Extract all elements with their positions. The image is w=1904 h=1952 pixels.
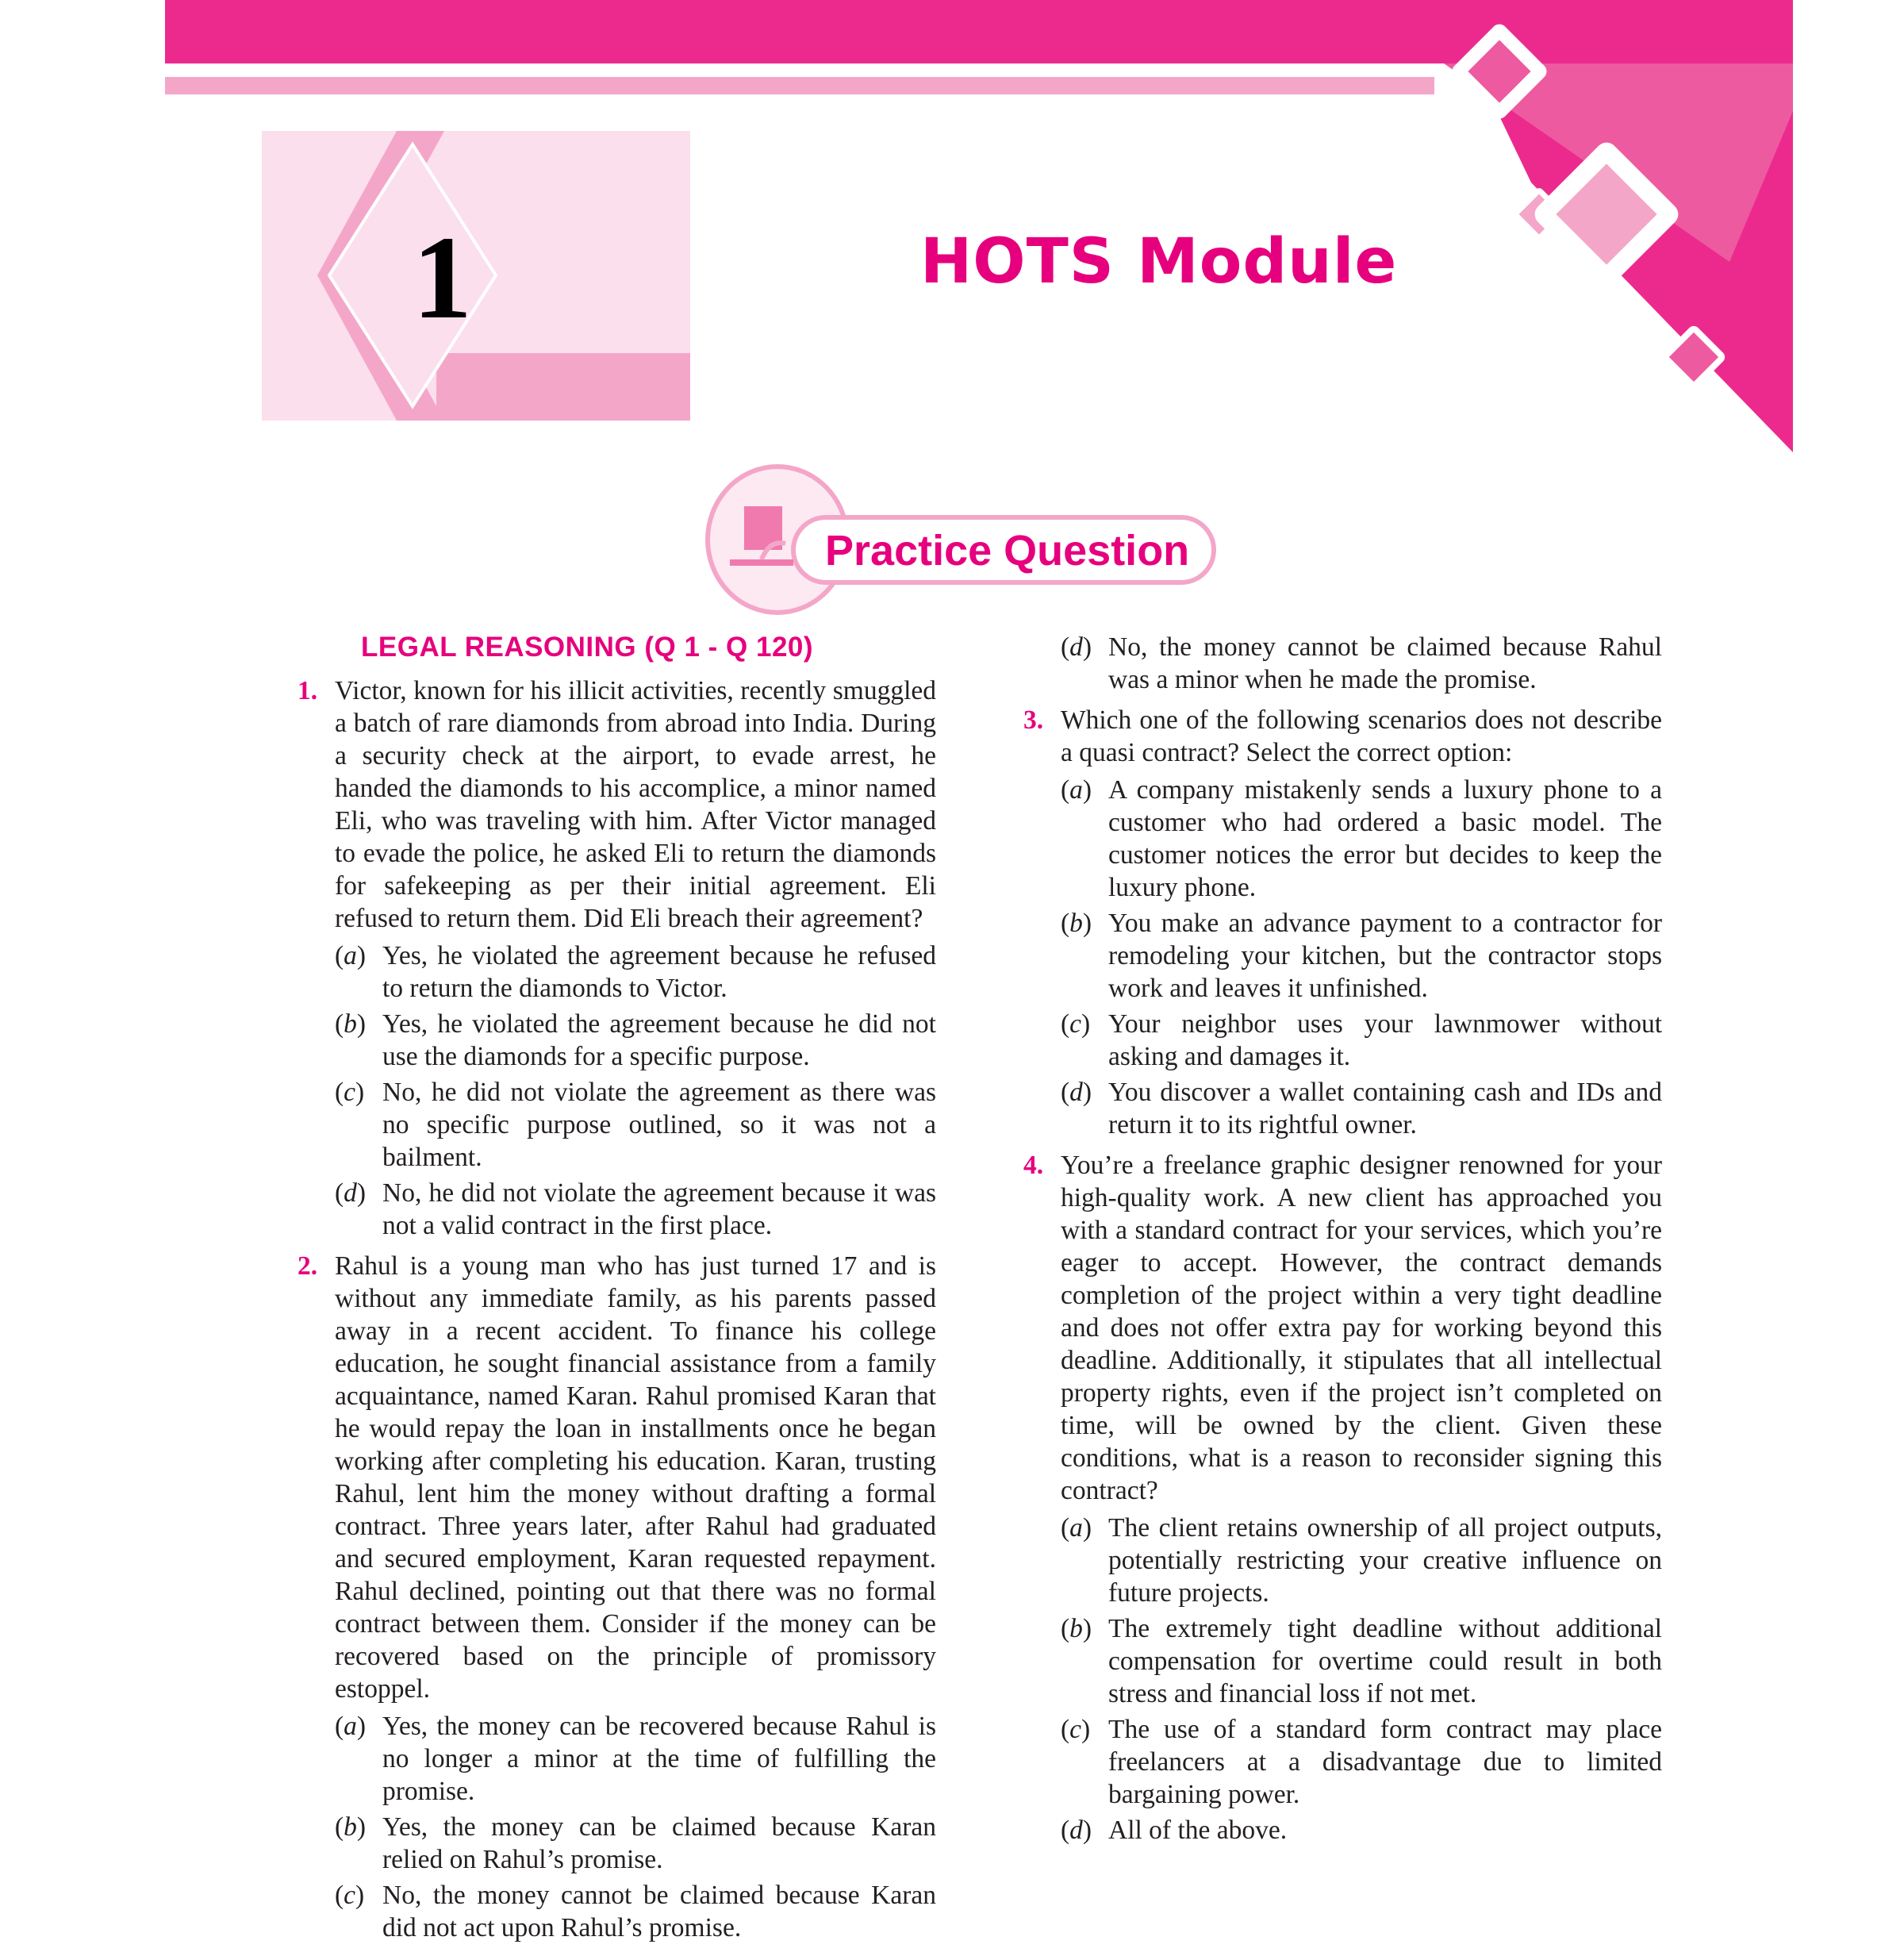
- option-text: You make an advance payment to a contractor for remodeling your kitchen, but the contractor stops work and leaves it unfinished.: [1108, 909, 1662, 1003]
- question-3: 3. Which one of the following scenarios does not describe a quasi contract? Select the correct option: (a) A company mistakenly sends a luxury phone to a customer who had ordered a basic model. The customer notices the error but decides to keep the luxury phone. (b) You make an advance payment to a contractor for remodeling your kitchen, but the contractor stops work and leaves it unfinished. (c) Your neighbor uses your lawnmower without asking and damages it. (d) You discover a wallet containing cash and IDs and return it to its rightful owner.: [1023, 705, 1662, 1139]
- option-text: The use of a standard form contract may place freelancers at a disadvantage due to limited bargaining power.: [1108, 1715, 1662, 1809]
- option-text: Yes, the money can be recovered because Rahul is no longer a minor at the time of fulfilling the promise.: [382, 1712, 936, 1806]
- right-column: (d) No, the money cannot be claimed because Rahul was a minor when he made the promise. 3. Which one of the following scenarios does not describe a quasi contract? Select the correct option: (a) A company mistakenly sends a luxury phone to a customer who had ordered a basic model. The customer notices the error but decides to keep the luxury phone. (b) You make an advance payment to a contractor for remodeling your kitchen, but the contractor stops work and leaves it unfinished. (c) Your neighbor uses your lawnmower without asking and damages it. (d) You discover a wallet containing cash and IDs and return it to its rightful owner. 4. You’re a freelance graphic designer renowned for your high-quality work. A new client has approached you with a standard contract for your services, which you’re eager to accept. However, the contract demands completion of the project within a very tight deadline and does not offer extra pay for working beyond this deadline. Additionally, it stipulates that all intellectual property rights, even if the project isn’t completed on time, will be owned by the client. Given these conditions, what is a reason to reconsider signing this contract? (a) The client retains ownership of all project outputs, potentially restricting your creative influence on future projects. (b) The extremely tight deadline without additional compensation for overtime could result in both stress and financial loss if not met. (c) The use of a standard form contract may place freelancers at a disadvantage due to limited bargaining power. (d) All of the above.: [1023, 632, 1662, 1845]
- question-number: 1.: [298, 676, 318, 705]
- option-text: Yes, he violated the agreement because he did not use the diamonds for a specific purpose.: [382, 1009, 936, 1071]
- option-text: The client retains ownership of all project outputs, potentially restricting your creative influence on future projects.: [1108, 1513, 1662, 1608]
- option-text: All of the above.: [1108, 1816, 1288, 1845]
- page-title: HOTS Module: [920, 226, 1398, 298]
- question-text: Rahul is a young man who has just turned 17 and is without any immediate family, as his parents passed away in a recent accident. To finance his college education, he sought financial assistance from a family acquaintance, named Karan. Rahul promised Karan that he would repay the loan in installments once he began working after completing his education. Karan, trusting Rahul, lent him the money without drafting a formal contract. Three years later, after Rahul had graduated and secured employment, Karan requested repayment. Rahul declined, pointing out that there was no formal contract between them. Consider if the money can be recovered based on the principle of promissory estoppel.: [335, 1251, 936, 1704]
- option-text: No, he did not violate the agreement as there was no specific purpose outlined, so it was not a bailment.: [382, 1078, 936, 1172]
- question-1: 1. Victor, known for his illicit activities, recently smuggled a batch of rare diamonds from abroad into India. During a security check at the airport, to evade arrest, he handed the diamonds to his accomplice, a minor named Eli, who was traveling with him. After Victor managed to evade the police, he asked Eli to return the diamonds for safekeeping as per their initial agreement. Eli refused to return them. Did Eli breach their agreement? (a) Yes, he violated the agreement because he refused to return the diamonds to Victor. (b) Yes, he violated the agreement because he did not use the diamonds for a specific purpose. (c) No, he did not violate the agreement as there was no specific purpose outlined, so it was not a bailment. (d) No, he did not violate the agreement because it was not a valid contract in the first place.: [298, 676, 936, 1240]
- question-number: 4.: [1023, 1151, 1044, 1180]
- badge-label: Practice Question: [825, 527, 1190, 574]
- section-heading: LEGAL REASONING (Q 1 - Q 120): [361, 632, 814, 663]
- question-2: 2. Rahul is a young man who has just turned 17 and is without any immediate family, as his parents passed away in a recent accident. To finance his college education, he sought financial assistance from a family acquaintance, named Karan. Rahul promised Karan that he would repay the loan in installments once he began working after completing his education. Karan, trusting Rahul, lent him the money without drafting a formal contract. Three years later, after Rahul had graduated and secured employment, Karan requested repayment. Rahul declined, pointing out that there was no formal contract between them. Consider if the money can be recovered based on the principle of promissory estoppel. (a) Yes, the money can be recovered because Rahul is no longer a minor at the time of fulfilling the promise. (b) Yes, the money can be claimed because Karan relied on Rahul’s promise. (c) No, the money cannot be claimed because Karan did not act upon Rahul’s promise.: [298, 1251, 936, 1942]
- question-number: 2.: [298, 1251, 318, 1281]
- corner-diamond-decoration: [1396, 0, 1793, 452]
- question-text: You’re a freelance graphic designer renowned for your high-quality work. A new client has approached you with a standard contract for your services, which you’re eager to accept. However, the contract demands completion of the project within a very tight deadline and does not offer extra pay for working beyond this deadline. Additionally, it stipulates that all intellectual property rights, even if the project isn’t completed on time, will be owned by the client. Given these conditions, what is a reason to reconsider signing this contract?: [1061, 1151, 1662, 1505]
- option-text: No, the money cannot be claimed because Karan did not act upon Rahul’s promise.: [382, 1881, 936, 1942]
- question-number: 3.: [1023, 705, 1044, 735]
- question-text: Which one of the following scenarios does not describe a quasi contract? Select the correct option:: [1061, 705, 1662, 767]
- option-text: You discover a wallet containing cash and IDs and return it to its rightful owner.: [1108, 1078, 1662, 1139]
- option-text: Yes, the money can be claimed because Karan relied on Rahul’s promise.: [382, 1812, 936, 1874]
- option-text: Your neighbor uses your lawnmower without asking and damages it.: [1108, 1009, 1662, 1071]
- question-4: 4. You’re a freelance graphic designer renowned for your high-quality work. A new client has approached you with a standard contract for your services, which you’re eager to accept. However, the contract demands completion of the project within a very tight deadline and does not offer extra pay for working beyond this deadline. Additionally, it stipulates that all intellectual property rights, even if the project isn’t completed on time, will be owned by the client. Given these conditions, what is a reason to reconsider signing this contract? (a) The client retains ownership of all project outputs, potentially restricting your creative influence on future projects. (b) The extremely tight deadline without additional compensation for overtime could result in both stress and financial loss if not met. (c) The use of a standard form contract may place freelancers at a disadvantage due to limited bargaining power. (d) All of the above.: [1023, 1151, 1662, 1845]
- option-text: No, the money cannot be claimed because Rahul was a minor when he made the promise.: [1108, 632, 1662, 694]
- question-text: Victor, known for his illicit activities, recently smuggled a batch of rare diamonds from abroad into India. During a security check at the airport, to evade arrest, he handed the diamonds to his accomplice, a minor named Eli, who was traveling with him. After Victor managed to evade the police, he asked Eli to return the diamonds for safekeeping as per their initial agreement. Eli refused to return them. Did Eli breach their agreement?: [335, 676, 936, 933]
- chapter-badge: [262, 131, 690, 421]
- option-text: No, he did not violate the agreement because it was not a valid contract in the first place.: [382, 1178, 936, 1240]
- option-text: Yes, he violated the agreement because he refused to return the diamonds to Victor.: [382, 941, 936, 1003]
- header-stripe: [165, 77, 1434, 94]
- option-text: A company mistakenly sends a luxury phone to a customer who had ordered a basic model. The customer notices the error but decides to keep the luxury phone.: [1108, 775, 1662, 902]
- left-column: [298, 631, 936, 1952]
- chapter-number: 1: [413, 212, 472, 344]
- option-text: The extremely tight deadline without additional compensation for overtime could result in both stress and financial loss if not met.: [1108, 1614, 1662, 1708]
